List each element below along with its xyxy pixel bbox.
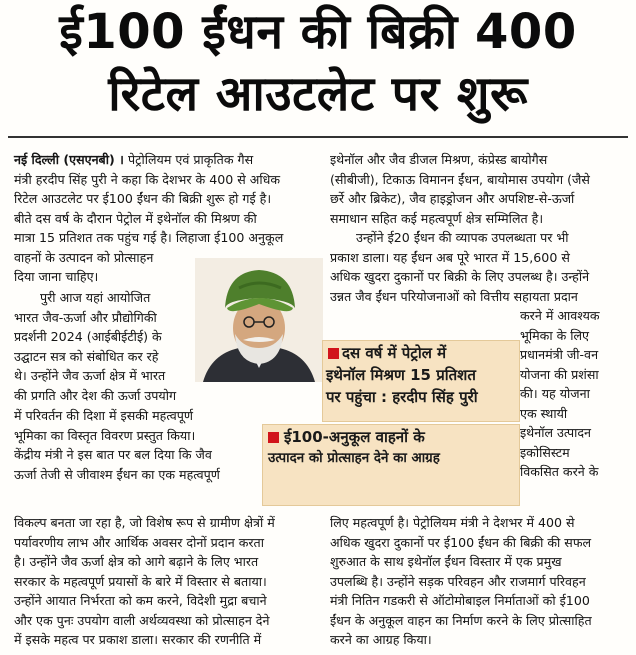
red-square-bullet-icon bbox=[268, 432, 279, 443]
text-line: विकल्प बनता जा रहा है, जो विशेष रूप से ग्रामीण क्षेत्रों में bbox=[14, 515, 275, 530]
right-column-top bbox=[330, 150, 626, 306]
text-line: मंत्री हरदीप सिंह पुरी ने कहा कि देशभर के 400 से अधिक bbox=[14, 171, 281, 187]
callout-2-text-cont bbox=[268, 448, 518, 470]
text-line: समाधान सहित कई महत्वपूर्ण क्षेत्र सम्मिलित है। bbox=[330, 210, 544, 226]
text-line: उन्नत जैव ईंधन परियोजनाओं को वित्तीय सहायता प्रदान bbox=[330, 288, 578, 304]
text-line: की प्रगति और देश की ऊर्जा उपयोग bbox=[14, 387, 177, 403]
left-column-bottom bbox=[14, 513, 314, 650]
text-line: और एक पुनः उपयोग वाली अर्थव्यवस्था को प्रोत्साहन देने bbox=[14, 612, 270, 628]
text-line: वाहनों के उत्पादन को प्रोत्साहन bbox=[14, 249, 154, 265]
text-line: है। उन्होंने जैव ऊर्जा क्षेत्र को आगे बढ़ाने के लिए भारत bbox=[14, 554, 259, 569]
text-line: योजना की प्रशंसा bbox=[520, 366, 599, 382]
text-line: प्रधानमंत्री जी-वन bbox=[520, 347, 599, 362]
red-square-bullet-icon bbox=[328, 348, 339, 359]
text-line: प्रदर्शनी 2024 (आईबीईटीई) के bbox=[14, 329, 162, 344]
text-line: करने में आवश्यक bbox=[520, 308, 600, 323]
text-line: मात्रा 15 प्रतिशत तक पहुंच गई है। लिहाजा ई100 अनुकूल bbox=[14, 230, 284, 245]
text-line: छर्रे और ब्रिकेट), जैव हाइड्रोजन और अपशिष्ट-से-ऊर्जा bbox=[330, 191, 575, 206]
right-column-bottom bbox=[330, 513, 626, 650]
text-line: प्रकाश डाला। यह ईंधन अब पूरे भारत में 15,600 से bbox=[330, 249, 570, 265]
text-line: (सीबीजी), टिकाऊ विमानन ईंधन, बायोमास उपयोग (जैसे bbox=[330, 171, 590, 187]
callout-line: पर पहुंचा : हरदीप सिंह पुरी bbox=[326, 388, 478, 406]
callout-1-text bbox=[342, 342, 518, 364]
right-column-narrow bbox=[520, 306, 626, 482]
text-line: उपलब्धि है। उन्होंने सड़क परिवहन और राजमार्ग परिवहन bbox=[330, 573, 586, 589]
callout-1-text-cont bbox=[326, 364, 518, 408]
left-column-narrow bbox=[14, 288, 196, 405]
text-line: इथेनॉल उत्पादन bbox=[520, 425, 592, 440]
text-line: की। यह योजना bbox=[520, 386, 590, 401]
text-line: भारत जैव-ऊर्जा और प्रौद्योगिकी bbox=[14, 309, 157, 325]
text-line: ऊर्जा तेजी से जीवाश्म ईंधन का एक महत्वपूर्ण bbox=[14, 466, 220, 482]
text-line: रिटेल आउटलेट पर ई100 ईंधन की बिक्री शुरू हो गई है। bbox=[14, 191, 272, 206]
text-line: मंत्री नितिन गडकरी से ऑटोमोबाइल निर्माताओं को ई100 bbox=[330, 593, 590, 608]
callout-line: ई100-अनुकूल वाहनों के bbox=[284, 428, 425, 446]
callout-line: इथेनॉल मिश्रण 15 प्रतिशत bbox=[326, 366, 476, 384]
text-line: विकसित करने के bbox=[520, 464, 599, 479]
text-line: भूमिका का विस्तृत विवरण प्रस्तुत किया। bbox=[14, 427, 196, 443]
text-line: एक स्थायी bbox=[520, 405, 568, 421]
text-line: भूमिका के लिए bbox=[520, 327, 590, 343]
text-line: उद्घाटन सत्र को संबोधित कर रहे bbox=[14, 348, 159, 364]
callout-2-text bbox=[284, 426, 518, 448]
text-line: बीते दस वर्ष के दौरान पेट्रोल में इथेनॉल की मिश्रण की bbox=[14, 210, 257, 226]
text-line: इथेनॉल और जैव डीजल मिश्रण, कंप्रेस्ड बायोगैस bbox=[330, 152, 548, 167]
callout-line: उत्पादन को प्रोत्साहन देने का आग्रह bbox=[268, 451, 440, 466]
text-line: अधिक खुदरा दुकानों पर ई100 ईंधन की बिक्री की सफल bbox=[330, 534, 592, 550]
text-line: में परिवर्तन की दिशा में इसकी महत्वपूर्ण bbox=[14, 408, 193, 423]
text-line: उन्होंने ई20 ईंधन की व्यापक उपलब्धता पर भी bbox=[356, 230, 569, 245]
headline-line-2: रिटेल आउटलेट पर शुरू bbox=[108, 66, 528, 122]
text-line: केंद्रीय मंत्री ने इस बात पर बल दिया कि जैव bbox=[14, 447, 212, 462]
callout-line: दस वर्ष में पेट्रोल में bbox=[342, 344, 447, 362]
text-line: लिए महत्वपूर्ण है। पेट्रोलियम मंत्री ने देशभर में 400 से bbox=[330, 515, 575, 530]
text-line: ईंधन के अनुकूल वाहन का निर्माण करने के लिए प्रोत्साहित bbox=[330, 612, 592, 628]
headline-line-1: ई100 ईंधन की बिक्री 400 bbox=[59, 4, 577, 60]
text-line: शुरुआत के साथ इथेनॉल ईंधन विस्तार में एक प्रमुख bbox=[330, 554, 562, 569]
text-line: पुरी आज यहां आयोजित bbox=[40, 290, 151, 305]
headline-divider bbox=[8, 136, 628, 138]
text-line: उन्होंने आयात निर्भरता को कम करने, विदेशी मुद्रा बचाने bbox=[14, 593, 267, 608]
portrait-photo bbox=[195, 258, 323, 382]
text-line: सरकार के महत्वपूर्ण प्रयासों के बारे में विस्तार से बताया। bbox=[14, 573, 267, 589]
left-column-mid bbox=[14, 406, 264, 484]
portrait-illustration bbox=[195, 258, 323, 382]
text-line: अधिक खुदरा दुकानों पर बिक्री के लिए उपलब्ध है। उन्होंने bbox=[330, 269, 590, 284]
dateline: नई दिल्ली (एसएनबी) । bbox=[14, 152, 124, 167]
text-line: पर्यावरणीय लाभ और आर्थिक अवसर दोनों प्रदान करता bbox=[14, 534, 264, 550]
text-line: पेट्रोलियम एवं प्राकृतिक गैस bbox=[127, 152, 254, 167]
text-line: दिया जाना चाहिए। bbox=[14, 269, 99, 284]
text-line: करने का आग्रह किया। bbox=[330, 632, 432, 647]
text-line: थे। उन्होंने जैव ऊर्जा क्षेत्र में भारत bbox=[14, 368, 166, 383]
text-line: इकोसिस्टम bbox=[520, 444, 570, 460]
text-line: में इसके महत्व पर प्रकाश डाला। सरकार की रणनीति में bbox=[14, 632, 262, 647]
